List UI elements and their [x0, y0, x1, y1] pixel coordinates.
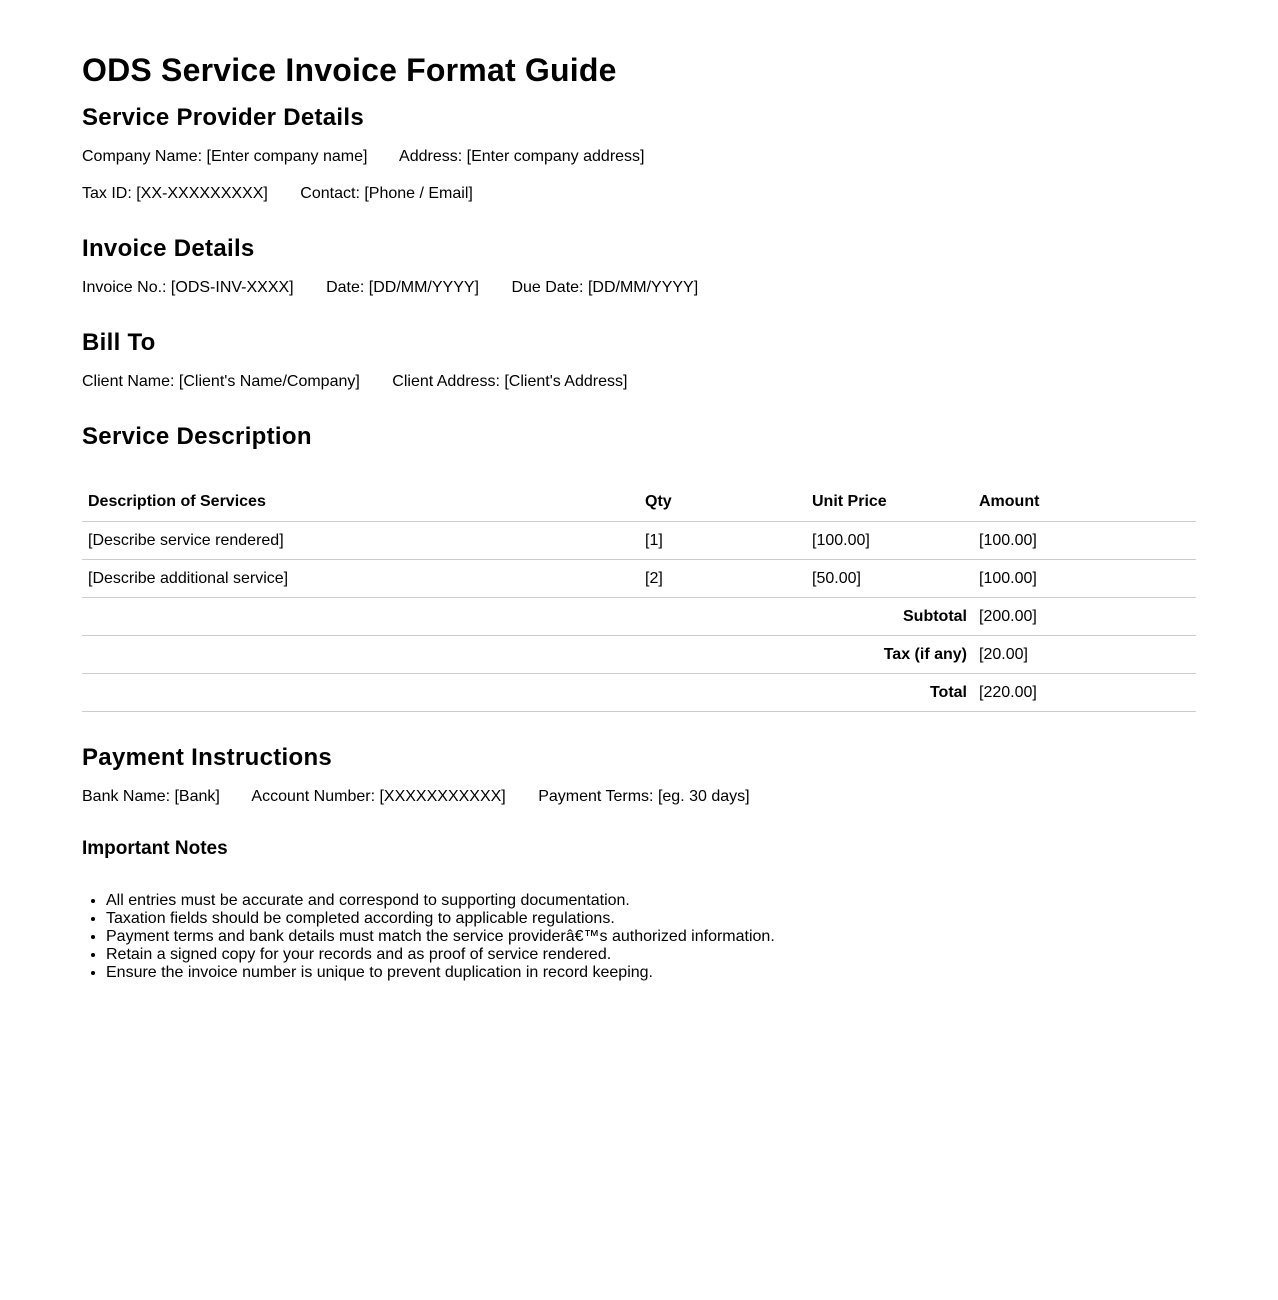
service-amount-cell: [100.00]: [973, 560, 1196, 598]
important-notes-heading: Important Notes: [82, 838, 228, 859]
payment-terms-field: Payment Terms: [eg. 30 days]: [538, 788, 750, 805]
total-row: [82, 674, 1196, 712]
client-name-field: Client Name: [Client's Name/Company]: [82, 373, 360, 390]
service-description-cell: [Describe service rendered]: [82, 522, 639, 560]
provider-heading: Service Provider Details: [82, 104, 365, 131]
payment-heading: Payment Instructions: [82, 744, 333, 771]
service-qty-cell: [2]: [639, 560, 806, 598]
list-item: • All entries must be accurate and correspond to supporting documentation.: [106, 892, 775, 910]
contact-field: Contact: [Phone / Email]: [300, 185, 473, 202]
provider-row-2: [82, 184, 501, 204]
services-table: [82, 484, 1196, 712]
list-item: • Taxation fields should be completed according to applicable regulations.: [106, 910, 775, 928]
table-header-row: [82, 484, 1196, 522]
table-row: [82, 522, 1196, 560]
service-unit-price-cell: [100.00]: [806, 522, 973, 560]
bill-to-row: [82, 372, 655, 392]
provider-row-1: [82, 147, 672, 167]
bill-to-heading: Bill To: [82, 329, 156, 356]
service-qty-cell: [1]: [639, 522, 806, 560]
payment-row: [82, 787, 778, 807]
column-header-qty: Qty: [645, 493, 672, 510]
invoice-number-field: Invoice No.: [ODS-INV-XXXX]: [82, 279, 294, 296]
client-address-field: Client Address: [Client's Address]: [392, 373, 628, 390]
company-name-field: Company Name: [Enter company name]: [82, 148, 368, 165]
invoice-details-heading: Invoice Details: [82, 235, 255, 262]
column-header-description: Description of Services: [88, 493, 266, 510]
due-date-field: Due Date: [DD/MM/YYYY]: [511, 279, 699, 296]
tax-value: [20.00]: [973, 636, 1196, 674]
column-header-amount: Amount: [979, 493, 1040, 510]
invoice-date-field: Date: [DD/MM/YYYY]: [326, 279, 479, 296]
table-row: [82, 560, 1196, 598]
company-address-field: Address: [Enter company address]: [399, 148, 645, 165]
subtotal-row: [82, 598, 1196, 636]
list-item: • Payment terms and bank details must match the service providerâ€™s authorized information.: [106, 928, 775, 946]
notes-list: [82, 892, 775, 982]
column-header-unit-price: Unit Price: [812, 493, 887, 510]
tax-label: Tax (if any): [82, 636, 973, 674]
account-number-field: Account Number: [XXXXXXXXXXX]: [251, 788, 506, 805]
total-value: [220.00]: [973, 674, 1196, 712]
page-title: ODS Service Invoice Format Guide: [82, 52, 617, 88]
bank-name-field: Bank Name: [Bank]: [82, 788, 220, 805]
tax-id-field: Tax ID: [XX-XXXXXXXXX]: [82, 185, 268, 202]
total-label: Total: [82, 674, 973, 712]
list-item: • Retain a signed copy for your records and as proof of service rendered.: [106, 946, 775, 964]
subtotal-label: Subtotal: [82, 598, 973, 636]
list-item: • Ensure the invoice number is unique to prevent duplication in record keeping.: [106, 964, 775, 982]
service-description-heading: Service Description: [82, 423, 312, 450]
service-description-cell: [Describe additional service]: [82, 560, 639, 598]
subtotal-value: [200.00]: [973, 598, 1196, 636]
service-unit-price-cell: [50.00]: [806, 560, 973, 598]
invoice-details-row: [82, 278, 726, 298]
tax-row: [82, 636, 1196, 674]
service-amount-cell: [100.00]: [973, 522, 1196, 560]
